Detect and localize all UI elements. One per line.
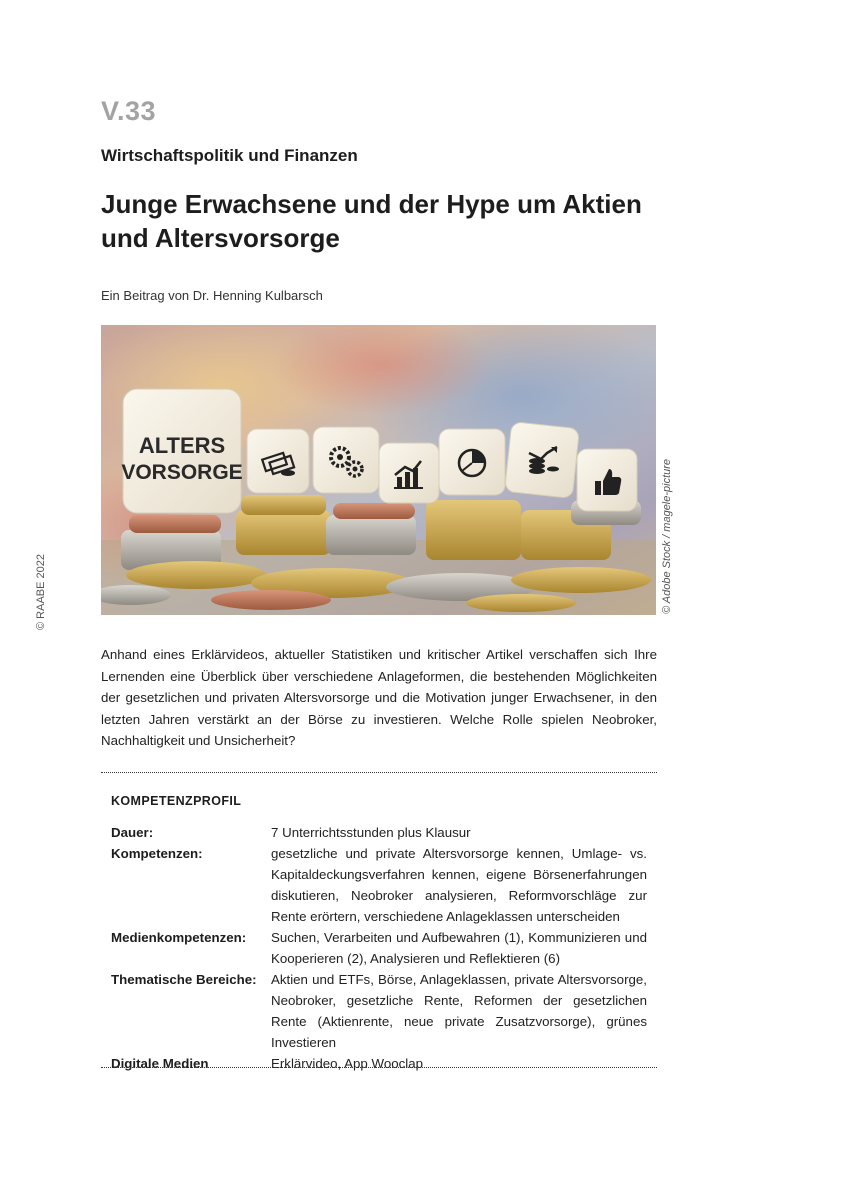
profile-row-digitale-medien [111,1053,647,1074]
author-line: Ein Beitrag von Dr. Henning Kulbarsch [101,288,323,303]
photo-credit: © Adobe Stock / magele-picture [661,458,673,614]
profile-value: Aktien und ETFs, Börse, Anlageklassen, private Altersvorsorge, Neobroker, gesetzliche Rente, Reformen der gesetzlichen Rente (Aktienrente, neue private Zusatzvorsorge), grünes Investieren [271,972,647,1050]
profile-value: Suchen, Verarbeiten und Aufbewahren (1), Kommunizieren und Kooperieren (2), Analysieren und Reflektieren (6) [271,930,647,966]
title-line-1: Junge Erwachsene und der Hype um Aktien [101,189,642,219]
profile-label: Medienkompetenzen: [111,930,247,945]
profile-value: gesetzliche und private Altersvorsorge kennen, Umlage- vs. Kapitaldeckungsverfahren kennen, eigene Börsenerfahrungen diskutieren, Neobroker analysieren, Reformvorschläge zur Rente erörtern, verschiedene Anlageklassen unterscheiden [271,846,647,924]
unit-code: V.33 [101,96,157,126]
cover-photo [101,325,656,615]
intro-paragraph: Anhand eines Erklärvideos, aktueller Statistiken und kritischer Artikel verschaffen sich Ihre Lernenden eine Überblick über verschiedene Anlageformen, die bestehenden Möglichkeiten der gesetzlichen und privaten Altersvorsorge und die Motivation junger Erwachsener, in den letzten Jahren verstärkt an der Börse zu investieren. Welche Rolle spielen Neobroker, Nachhaltigkeit und Unsicherheit? [101,647,657,748]
profile-row-kompetenzen [111,843,647,927]
page-title [101,187,701,255]
kompetenzprofil-table [111,822,647,1074]
profile-row-thematische-bereiche [111,969,647,1053]
divider-top [101,772,657,773]
cube-text-line-2: VORSORGE [121,461,243,484]
cube-text-line-1: ALTERS [138,433,226,458]
profile-row-medienkompetenzen [111,927,647,969]
profile-label: Dauer: [111,825,154,840]
profile-row-dauer [111,822,647,843]
profile-label: Kompetenzen: [111,846,203,861]
kompetenzprofil-heading: KOMPETENZPROFIL [111,794,242,808]
profile-label: Thematische Bereiche: [111,972,257,987]
profile-value: Erklärvideo, App Wooclap [271,1056,424,1071]
side-copyright: © RAABE 2022 [35,554,47,630]
category-heading: Wirtschaftspolitik und Finanzen [101,146,358,165]
title-line-2: und Altersvorsorge [101,223,340,253]
divider-bottom [101,1067,657,1068]
alters-vorsorge-cube [121,389,242,513]
profile-label: Digitale Medien [111,1056,209,1071]
profile-value: 7 Unterrichtsstunden plus Klausur [271,825,471,840]
